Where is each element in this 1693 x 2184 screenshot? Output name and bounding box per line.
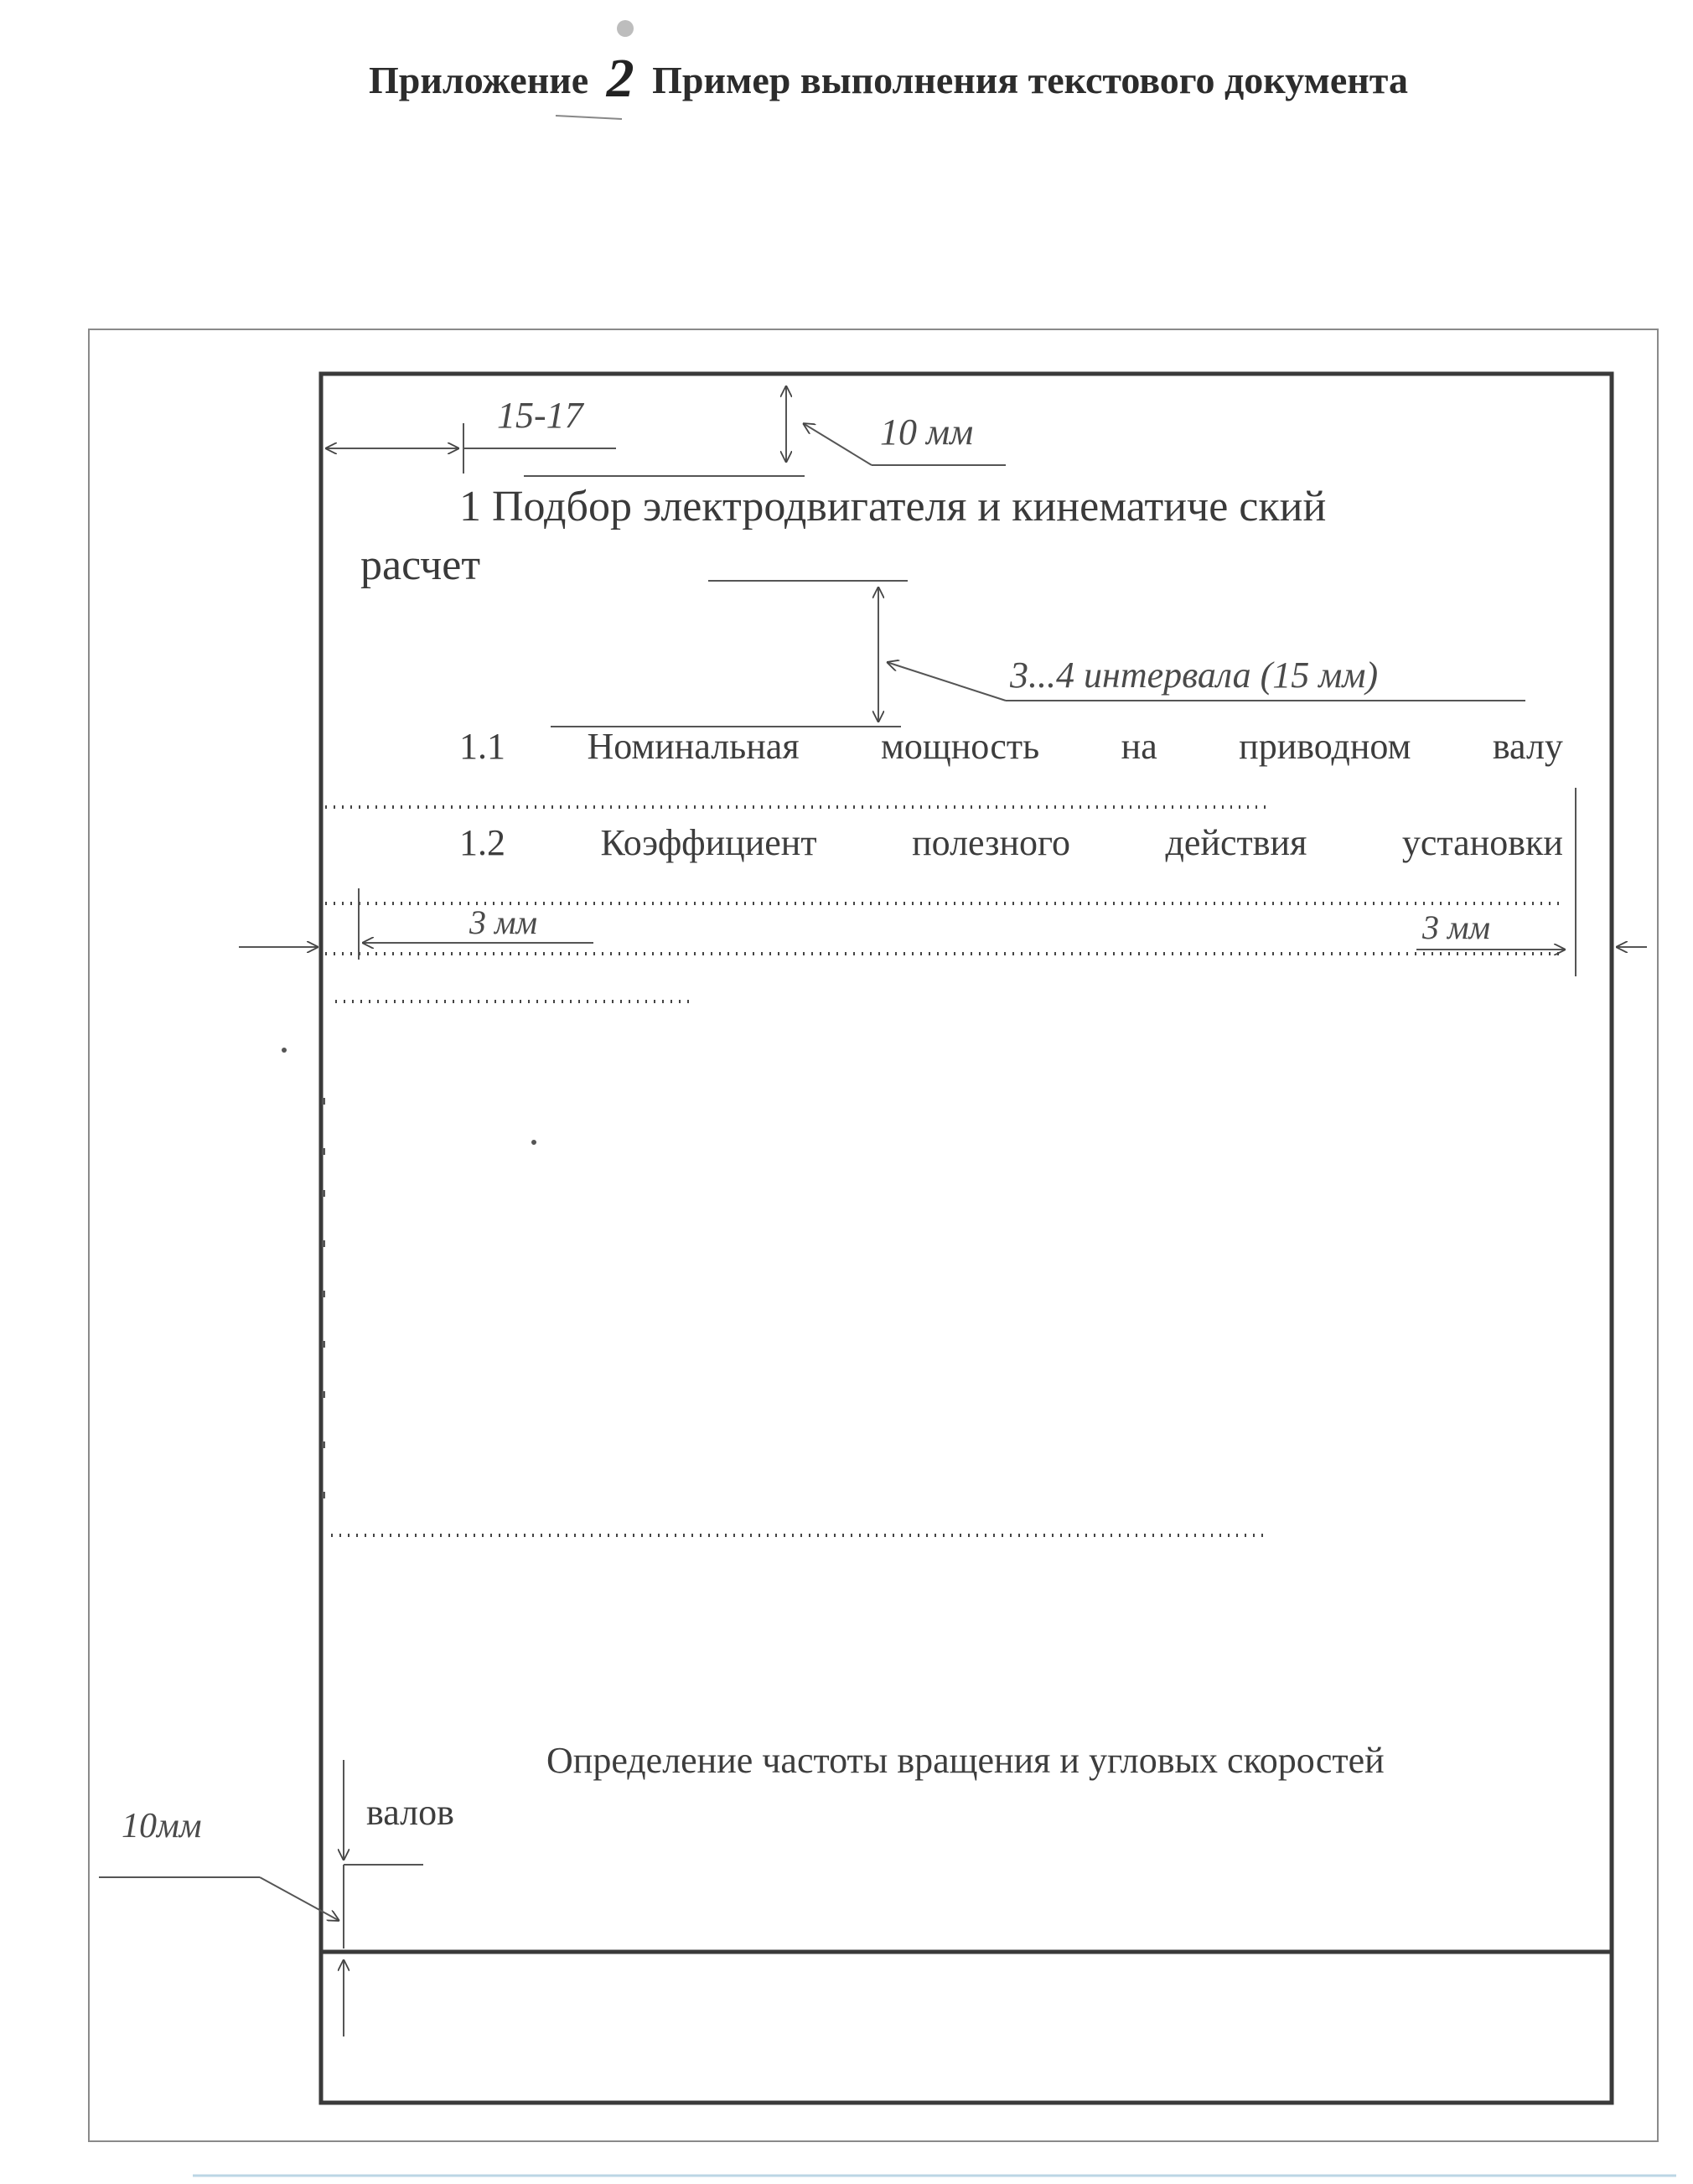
spacing-label: 3...4 интервала (15 мм) [1010, 655, 1379, 696]
section-heading-line1: 1 Подбор электродвигателя и кинематиче ский [459, 483, 1327, 530]
item-1-1-word: мощность [881, 726, 1040, 767]
right-dots-label: 3 мм [1422, 908, 1491, 946]
item-1-1-word: Номинальная [587, 726, 800, 767]
item-1-2-word: установки [1401, 822, 1563, 863]
item-1-1-word: приводном [1239, 726, 1411, 767]
top-offset-leader [803, 423, 872, 465]
indent-label: 15-17 [497, 395, 583, 436]
item-1-2-word: полезного [912, 822, 1070, 863]
title-underline-mark [556, 116, 622, 119]
section-heading-line2: расчет [360, 541, 481, 589]
item-1-2 [459, 821, 1563, 864]
punch-mark [617, 20, 634, 37]
item-1-2-word: Коэффициент [600, 822, 817, 863]
title-prefix: Приложение [369, 59, 589, 101]
item-1-1-word: на [1121, 726, 1157, 767]
outer-sheet-border [89, 329, 1658, 2141]
item-1-1-number: 1.1 [459, 726, 505, 767]
item-1-1 [459, 725, 1563, 768]
left-dots-label: 3 мм [469, 903, 538, 941]
bottom-leader [260, 1877, 339, 1921]
inner-frame [321, 374, 1612, 2103]
item-1-3-line1: Определение частоты вращения и угловых скоростей [546, 1740, 1385, 1781]
item-1-1-word: валу [1492, 726, 1563, 767]
item-1-2-word: действия [1165, 822, 1307, 863]
item-1-3-line2: валов [366, 1792, 454, 1833]
title-text: Пример выполнения текстового документа [652, 59, 1408, 101]
top-offset-label: 10 мм [880, 411, 974, 453]
appendix-number: 2 [606, 48, 634, 109]
bottom-offset-label: 10мм [122, 1807, 202, 1845]
spacing-leader [887, 662, 1006, 701]
item-1-2-number: 1.2 [459, 822, 505, 863]
